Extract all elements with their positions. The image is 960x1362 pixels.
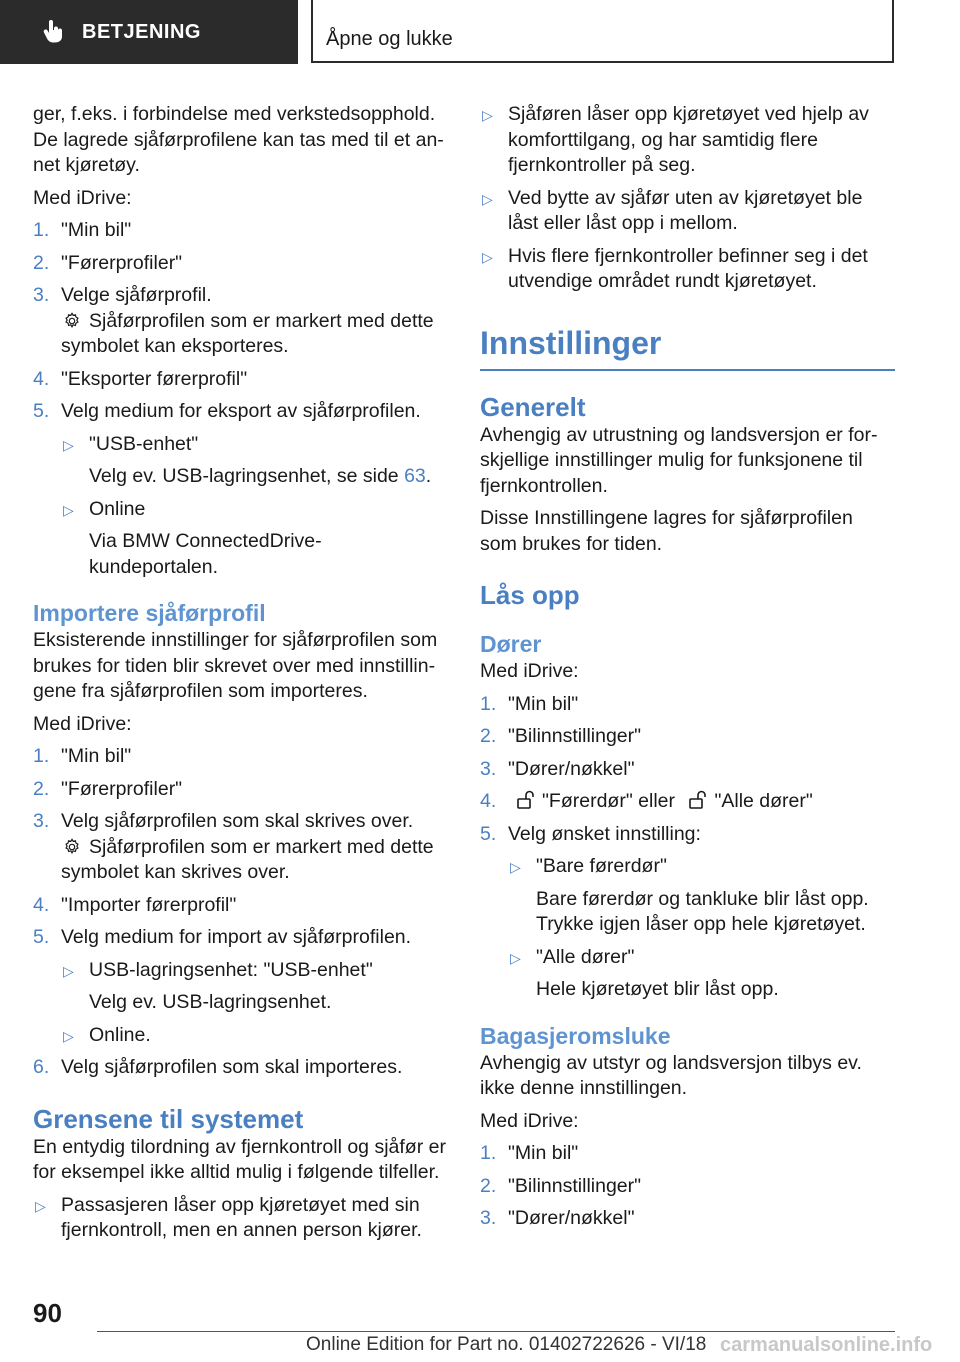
list-item: 1. "Min bil" (480, 692, 579, 715)
page-number: 90 (33, 1298, 62, 1328)
settings-heading: Innstillinger (480, 323, 895, 371)
open-lock-icon (688, 790, 706, 810)
list-item: 4. "Eksporter førerprofil" (33, 367, 248, 390)
limits-list-continued (480, 102, 895, 295)
right-column (480, 102, 895, 1239)
list-item: 3. "Dører/nøkkel" (480, 757, 635, 780)
tailgate-steps (480, 1141, 895, 1232)
list-item: ▷ Ved bytte av sjåfør uten av kjøretøyet ble låst eller låst opp i mellom. (482, 186, 863, 234)
triangle-bullet-icon: ▷ (63, 1027, 74, 1044)
triangle-bullet-icon: ▷ (482, 190, 493, 207)
list-item: 3. "Dører/nøkkel" (480, 1207, 635, 1229)
door-options (508, 854, 895, 1003)
watermark: carmanualsonline.info (720, 1334, 933, 1356)
triangle-bullet-icon: ▷ (35, 1197, 46, 1214)
page-link[interactable]: 63 (404, 465, 426, 487)
with-idrive-label: Med iDrive: (33, 712, 132, 735)
list-item: 5. Velg medium for eksport av sjåførprofilen. ▷ "USB-enhet" Velg ev. USB-lagringsenhet, se side 63. ▷ Online Via BMW ConnectedDrive-kundeportalen. (33, 399, 448, 580)
export-steps (33, 218, 448, 580)
general-paragraph-1: Avhengig av utrustning og landsversjon er forskjellige innstillinger mulig for funksjonene til fjernkontrollen. (480, 423, 878, 497)
import-note: Sjåførprofilen som er markert med dette symbolet kan skrives over. (61, 835, 434, 883)
list-item: 1. "Min bil" (33, 745, 132, 767)
triangle-bullet-icon: ▷ (63, 501, 74, 518)
limits-list (33, 1193, 448, 1244)
open-lock-icon (516, 790, 534, 810)
import-intro: Eksisterende innstillinger for sjåførprofilen som brukes for tiden blir skrevet over med innstillingene fra sjåførprofilen som importeres. (33, 629, 438, 702)
section-tab-label: BETJENING (82, 20, 201, 43)
list-item: 1. "Min bil" (480, 1142, 579, 1164)
import-steps (33, 744, 448, 1081)
list-item: 5. Velg medium for import av sjåførprofilen. ▷ USB-lagringsenhet: "USB-enhet" Velg ev. USB-lagringsenhet. ▷ Online. (33, 925, 448, 1048)
footer-rule (97, 1331, 895, 1332)
gear-icon (63, 838, 81, 856)
tailgate-heading: Bagasjeromsluke (480, 1022, 671, 1049)
intro-paragraph: ger, f.eks. i forbindelse med verkstedsopphold. De lagrede sjåførprofilene kan tas med til et annet kjøretøy. (33, 103, 444, 176)
unlock-heading: Lås opp (480, 580, 580, 610)
export-options (61, 432, 448, 581)
gear-icon (63, 312, 81, 330)
export-note: Sjåførprofilen som er markert med dette symbolet kan eksporteres. (61, 309, 434, 357)
edition-text: Online Edition for Part no. 01402722626 - VI/18 (306, 1334, 707, 1355)
list-item: ▷ "Alle dører" Hele kjøretøyet blir låst opp. (510, 945, 779, 1000)
chapter-title: Åpne og lukke (326, 28, 453, 50)
list-item: 4. "Importer førerprofil" (33, 893, 237, 916)
triangle-bullet-icon: ▷ (482, 107, 493, 123)
door-steps (480, 692, 895, 1003)
triangle-bullet-icon: ▷ (482, 248, 493, 265)
list-item: 2. "Førerprofiler" (33, 251, 183, 274)
list-item: 3. Velg sjåførprofilen som skal skrives over. Sjåførprofilen som er markert med dette symbolet kan skrives over. (33, 809, 448, 886)
doors-heading: Dører (480, 631, 542, 657)
list-item: 4. "Førerdør" eller "Alle dører" (480, 790, 813, 812)
list-item: 6. Velg sjåførprofilen som skal importeres. (33, 1056, 403, 1078)
list-item: ▷ "Bare førerdør" Bare førerdør og tankluke blir låst opp. Trykke igjen låser opp hele kjøretøyet. (510, 855, 869, 935)
hand-pointer-icon (40, 19, 66, 45)
triangle-bullet-icon: ▷ (63, 436, 74, 453)
list-item: 2. "Førerprofiler" (33, 777, 183, 800)
import-options (61, 958, 448, 1049)
list-item: 2. "Bilinnstillinger" (480, 1174, 642, 1197)
limits-heading: Grensene til systemet (33, 1103, 304, 1134)
triangle-bullet-icon: ▷ (510, 949, 521, 966)
triangle-bullet-icon: ▷ (510, 859, 521, 875)
general-heading: Generelt (480, 391, 586, 422)
with-idrive-label: Med iDrive: (480, 660, 579, 682)
list-item: ▷ USB-lagringsenhet: "USB-enhet" Velg ev. USB-lagringsenhet. (63, 958, 373, 1013)
import-heading: Importere sjåførprofil (33, 600, 266, 626)
triangle-bullet-icon: ▷ (63, 962, 74, 979)
list-item: 1. "Min bil" (33, 219, 132, 241)
list-item: 5. Velg ønsket innstilling: ▷ "Bare førerdør" Bare førerdør og tankluke blir låst opp. Trykke igjen låser opp hele kjøretøyet. ▷ "Alle dører" Hele kjøretøyet blir låst opp. (480, 822, 895, 1003)
general-paragraph-2: Disse Innstillingene lagres for sjåførprofilen som brukes for tiden. (480, 507, 853, 555)
with-idrive-label: Med iDrive: (33, 186, 132, 209)
list-item: 3. Velge sjåførprofil. Sjåførprofilen som er markert med dette symbolet kan eksporteres. (33, 283, 448, 360)
list-item: 2. "Bilinnstillinger" (480, 725, 642, 747)
list-item: ▷ "USB-enhet" Velg ev. USB-lagringsenhet, se side 63. (63, 432, 432, 487)
list-item: ▷ Online. (61, 1023, 448, 1049)
list-item: ▷ Hvis flere fjernkontroller befinner seg i det utvendige området rundt kjøretøyet. (482, 244, 868, 292)
left-column (33, 102, 448, 1251)
limits-intro: En entydig tilordning av fjernkontroll og sjåfør er for eksempel ikke alltid mulig i følgende tilfeller. (33, 1135, 446, 1183)
tailgate-intro: Avhengig av utstyr og landsversjon tilbys ev. ikke denne innstillingen. (480, 1051, 862, 1099)
section-tab (0, 0, 298, 64)
with-idrive-label: Med iDrive: (480, 1109, 579, 1132)
list-item: ▷ Sjåføren låser opp kjøretøyet ved hjelp av komforttilgang, og har samtidig flere fjernkontroller på seg. (482, 103, 869, 176)
list-item: ▷ Passasjeren låser opp kjøretøyet med sin fjernkontroll, men en annen person kjører. (35, 1193, 422, 1241)
list-item: ▷ Online Via BMW ConnectedDrive-kundeportalen. (63, 497, 322, 578)
